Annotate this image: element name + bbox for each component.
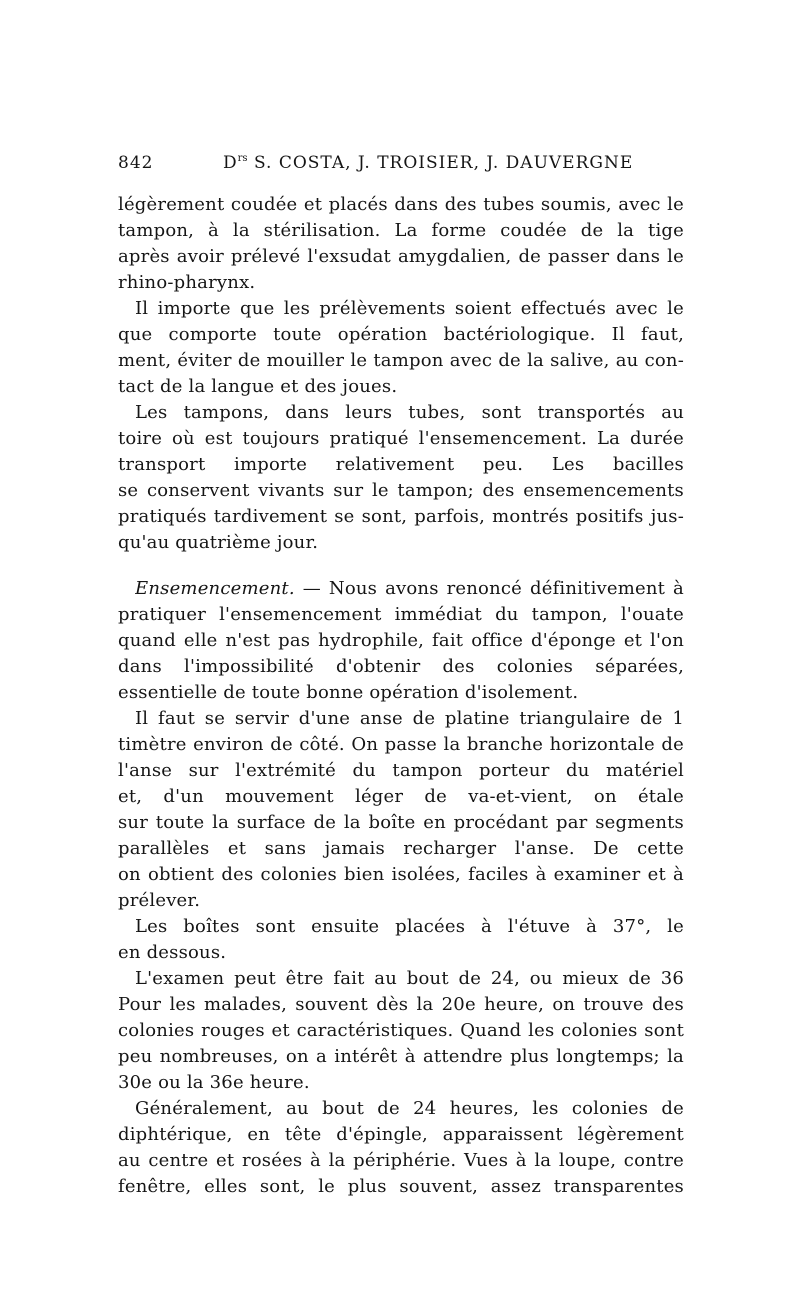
text-line: Généralement, au bout de 24 heures, les colonies de [135,1098,684,1119]
text-line: dans l'impossibilité d'obtenir des colonies séparées, [118,656,684,677]
text-line: qu'au quatrième jour. [118,532,319,553]
text-line: essentielle de toute bonne opération d'isolement. [118,682,579,703]
text-line: pratiquer l'ensemencement immédiat du tampon, l'ouate [118,604,684,625]
text-line: transport importe relativement peu. Les bacilles [118,454,684,475]
text-line: rhino-pharynx. [118,272,256,293]
text-line: timètre environ de côté. On passe la branche horizontale de [118,734,684,755]
running-head-names: S. COSTA, J. TROISIER, J. DAUVERGNE [247,153,634,173]
text-line: diphtérique, en tête d'épingle, apparaissent légèrement [118,1124,684,1145]
text-line: légèrement coudée et placés dans des tubes soumis, avec le [118,194,684,215]
text-line: colonies rouges et caractéristiques. Quand les colonies sont [118,1020,684,1041]
section-heading: Ensemencement. [135,578,295,599]
text-line: pratiqués tardivement se sont, parfois, montrés positifs jus- [118,506,684,527]
section-first-line-text: — Nous avons renoncé définitivement à [294,578,684,599]
page-number: 842 [118,153,154,173]
text-line: parallèles et sans jamais recharger l'anse. De cette [118,838,684,859]
text-line: peu nombreuses, on a intérêt à attendre plus longtemps; la [118,1046,684,1067]
text-line: L'examen peut être fait au bout de 24, ou mieux de 36 [135,968,684,989]
text-line: ment, éviter de mouiller le tampon avec de la salive, au con- [118,350,684,371]
text-line: après avoir prélevé l'exsudat amygdalien, de passer dans le [118,246,684,267]
text-line: toire où est toujours pratiqué l'ensemencement. La durée [118,428,684,449]
running-header [118,153,680,183]
text-line: et, d'un mouvement léger de va-et-vient, on étale [118,786,684,807]
text-line: tact de la langue et des joues. [118,376,398,397]
section-first-line [135,577,684,601]
text-line: Il importe que les prélèvements soient effectués avec le [135,298,684,319]
running-head-authors [223,153,633,173]
text-line: on obtient des colonies bien isolées, faciles à examiner et à [118,864,684,885]
text-line: Pour les malades, souvent dès la 20e heure, on trouve des [118,994,684,1015]
text-line: Les boîtes sont ensuite placées à l'étuve à 37°, le [135,916,684,937]
text-line: quand elle n'est pas hydrophile, fait office d'éponge et l'on [118,630,684,651]
text-line: en dessous. [118,942,227,963]
text-line: tampon, à la stérilisation. La forme coudée de la tige [118,220,684,241]
text-line: l'anse sur l'extrémité du tampon porteur du matériel [118,760,684,781]
text-line: fenêtre, elles sont, le plus souvent, assez transparentes [118,1176,684,1197]
text-line: Les tampons, dans leurs tubes, sont transportés au [135,402,684,423]
text-line: prélever. [118,890,201,911]
text-line: que comporte toute opération bactériologique. Il faut, [118,324,684,345]
text-line: 30e ou la 36e heure. [118,1072,310,1093]
text-line: Il faut se servir d'une anse de platine triangulaire de 1 [135,708,684,729]
text-line: au centre et rosées à la périphérie. Vues à la loupe, contre [118,1150,684,1171]
running-head-prefix: D [223,153,238,173]
text-line: sur toute la surface de la boîte en procédant par segments [118,812,684,833]
running-head-superscript: rs [237,153,248,164]
text-line: se conservent vivants sur le tampon; des ensemencements [118,480,684,501]
